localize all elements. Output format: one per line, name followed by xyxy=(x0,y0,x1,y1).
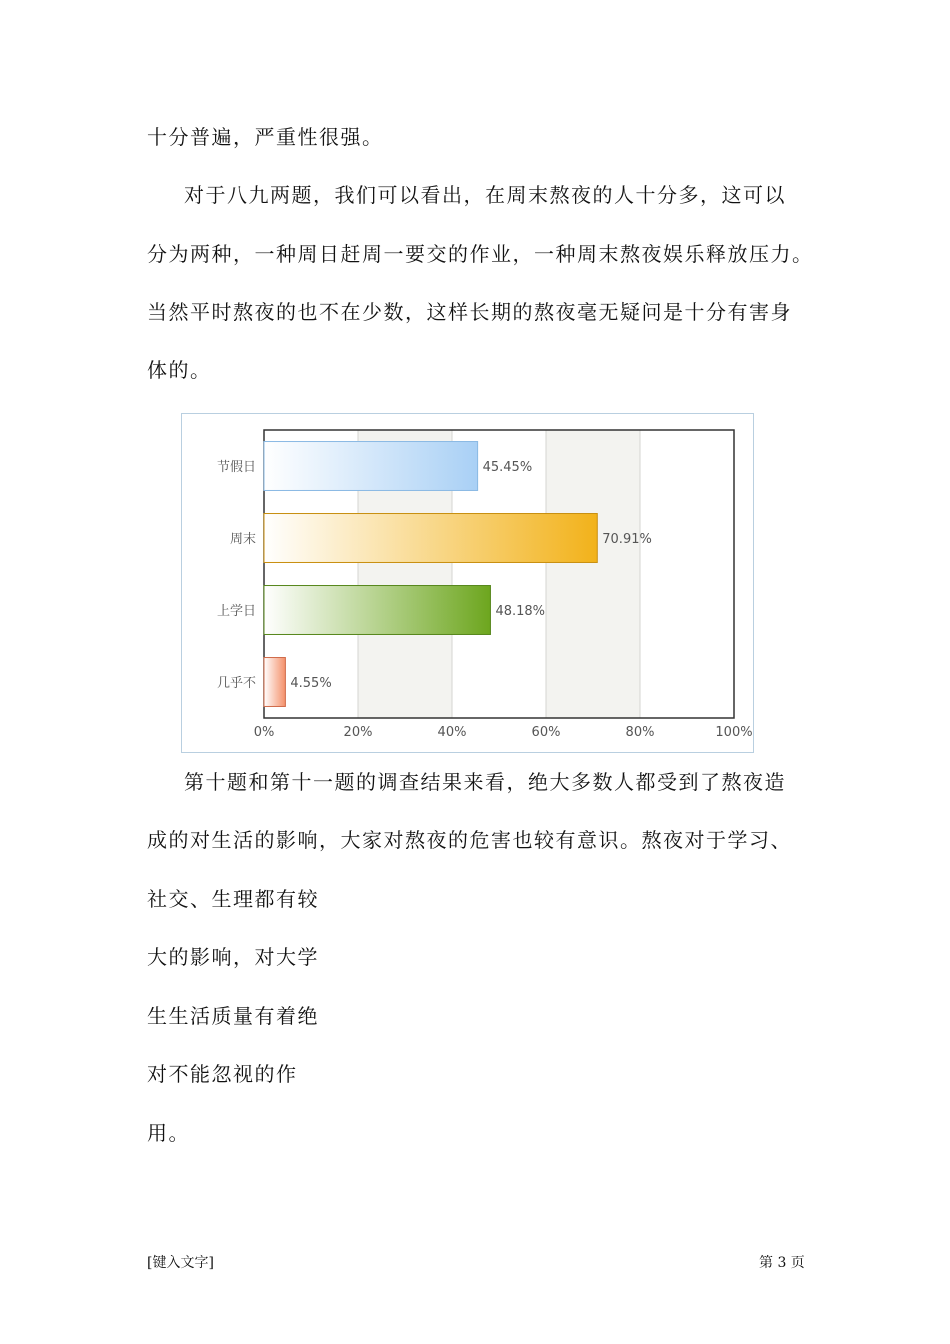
text-line: 用。 xyxy=(147,1121,190,1145)
text-line: 对不能忽视的作 xyxy=(147,1062,298,1086)
bar-4 xyxy=(264,658,285,707)
text-line: 社交、生理都有较 xyxy=(147,887,319,911)
bar-2 xyxy=(264,514,597,563)
x-tick-label: 40% xyxy=(437,725,467,740)
category-label: 几乎不 xyxy=(216,676,256,691)
text-line: 第十题和第十一题的调查结果来看，绝大多数人都受到了熬夜造 xyxy=(184,770,786,794)
category-label: 上学日 xyxy=(216,604,256,619)
x-tick-label: 0% xyxy=(253,725,275,740)
text-line: 当然平时熬夜的也不在少数，这样长期的熬夜毫无疑问是十分有害身 xyxy=(147,300,792,324)
text-line: 大的影响，对大学 xyxy=(147,945,319,969)
footer-page-number: 第 3 页 xyxy=(759,1255,805,1271)
x-tick-label: 100% xyxy=(715,725,753,740)
x-tick-label: 80% xyxy=(625,725,655,740)
x-tick-label: 20% xyxy=(343,725,373,740)
category-label: 周末 xyxy=(229,532,256,547)
x-tick-label: 60% xyxy=(531,725,561,740)
bar-chart xyxy=(181,413,754,753)
value-label: 48.18% xyxy=(495,604,546,619)
value-label: 70.91% xyxy=(602,532,652,547)
plot-band xyxy=(546,430,640,718)
text-line: 十分普遍，严重性很强。 xyxy=(147,125,384,149)
text-line: 生生活质量有着绝 xyxy=(147,1004,319,1028)
footer-left: [键入文字] xyxy=(147,1255,214,1271)
text-line: 对于八九两题，我们可以看出，在周末熬夜的人十分多，这可以 xyxy=(184,183,786,207)
text-line: 分为两种，一种周日赶周一要交的作业，一种周末熬夜娱乐释放压力。 xyxy=(147,242,814,266)
bar-3 xyxy=(264,586,490,635)
value-label: 4.55% xyxy=(290,676,332,691)
plot-band xyxy=(640,430,734,718)
text-line: 体的。 xyxy=(147,358,212,382)
value-label: 45.45% xyxy=(482,460,533,475)
category-label: 节假日 xyxy=(216,460,256,475)
chart-svg xyxy=(182,414,755,754)
bar-1 xyxy=(264,442,478,491)
text-line: 成的对生活的影响，大家对熬夜的危害也较有意识。熬夜对于学习、 xyxy=(147,828,792,852)
